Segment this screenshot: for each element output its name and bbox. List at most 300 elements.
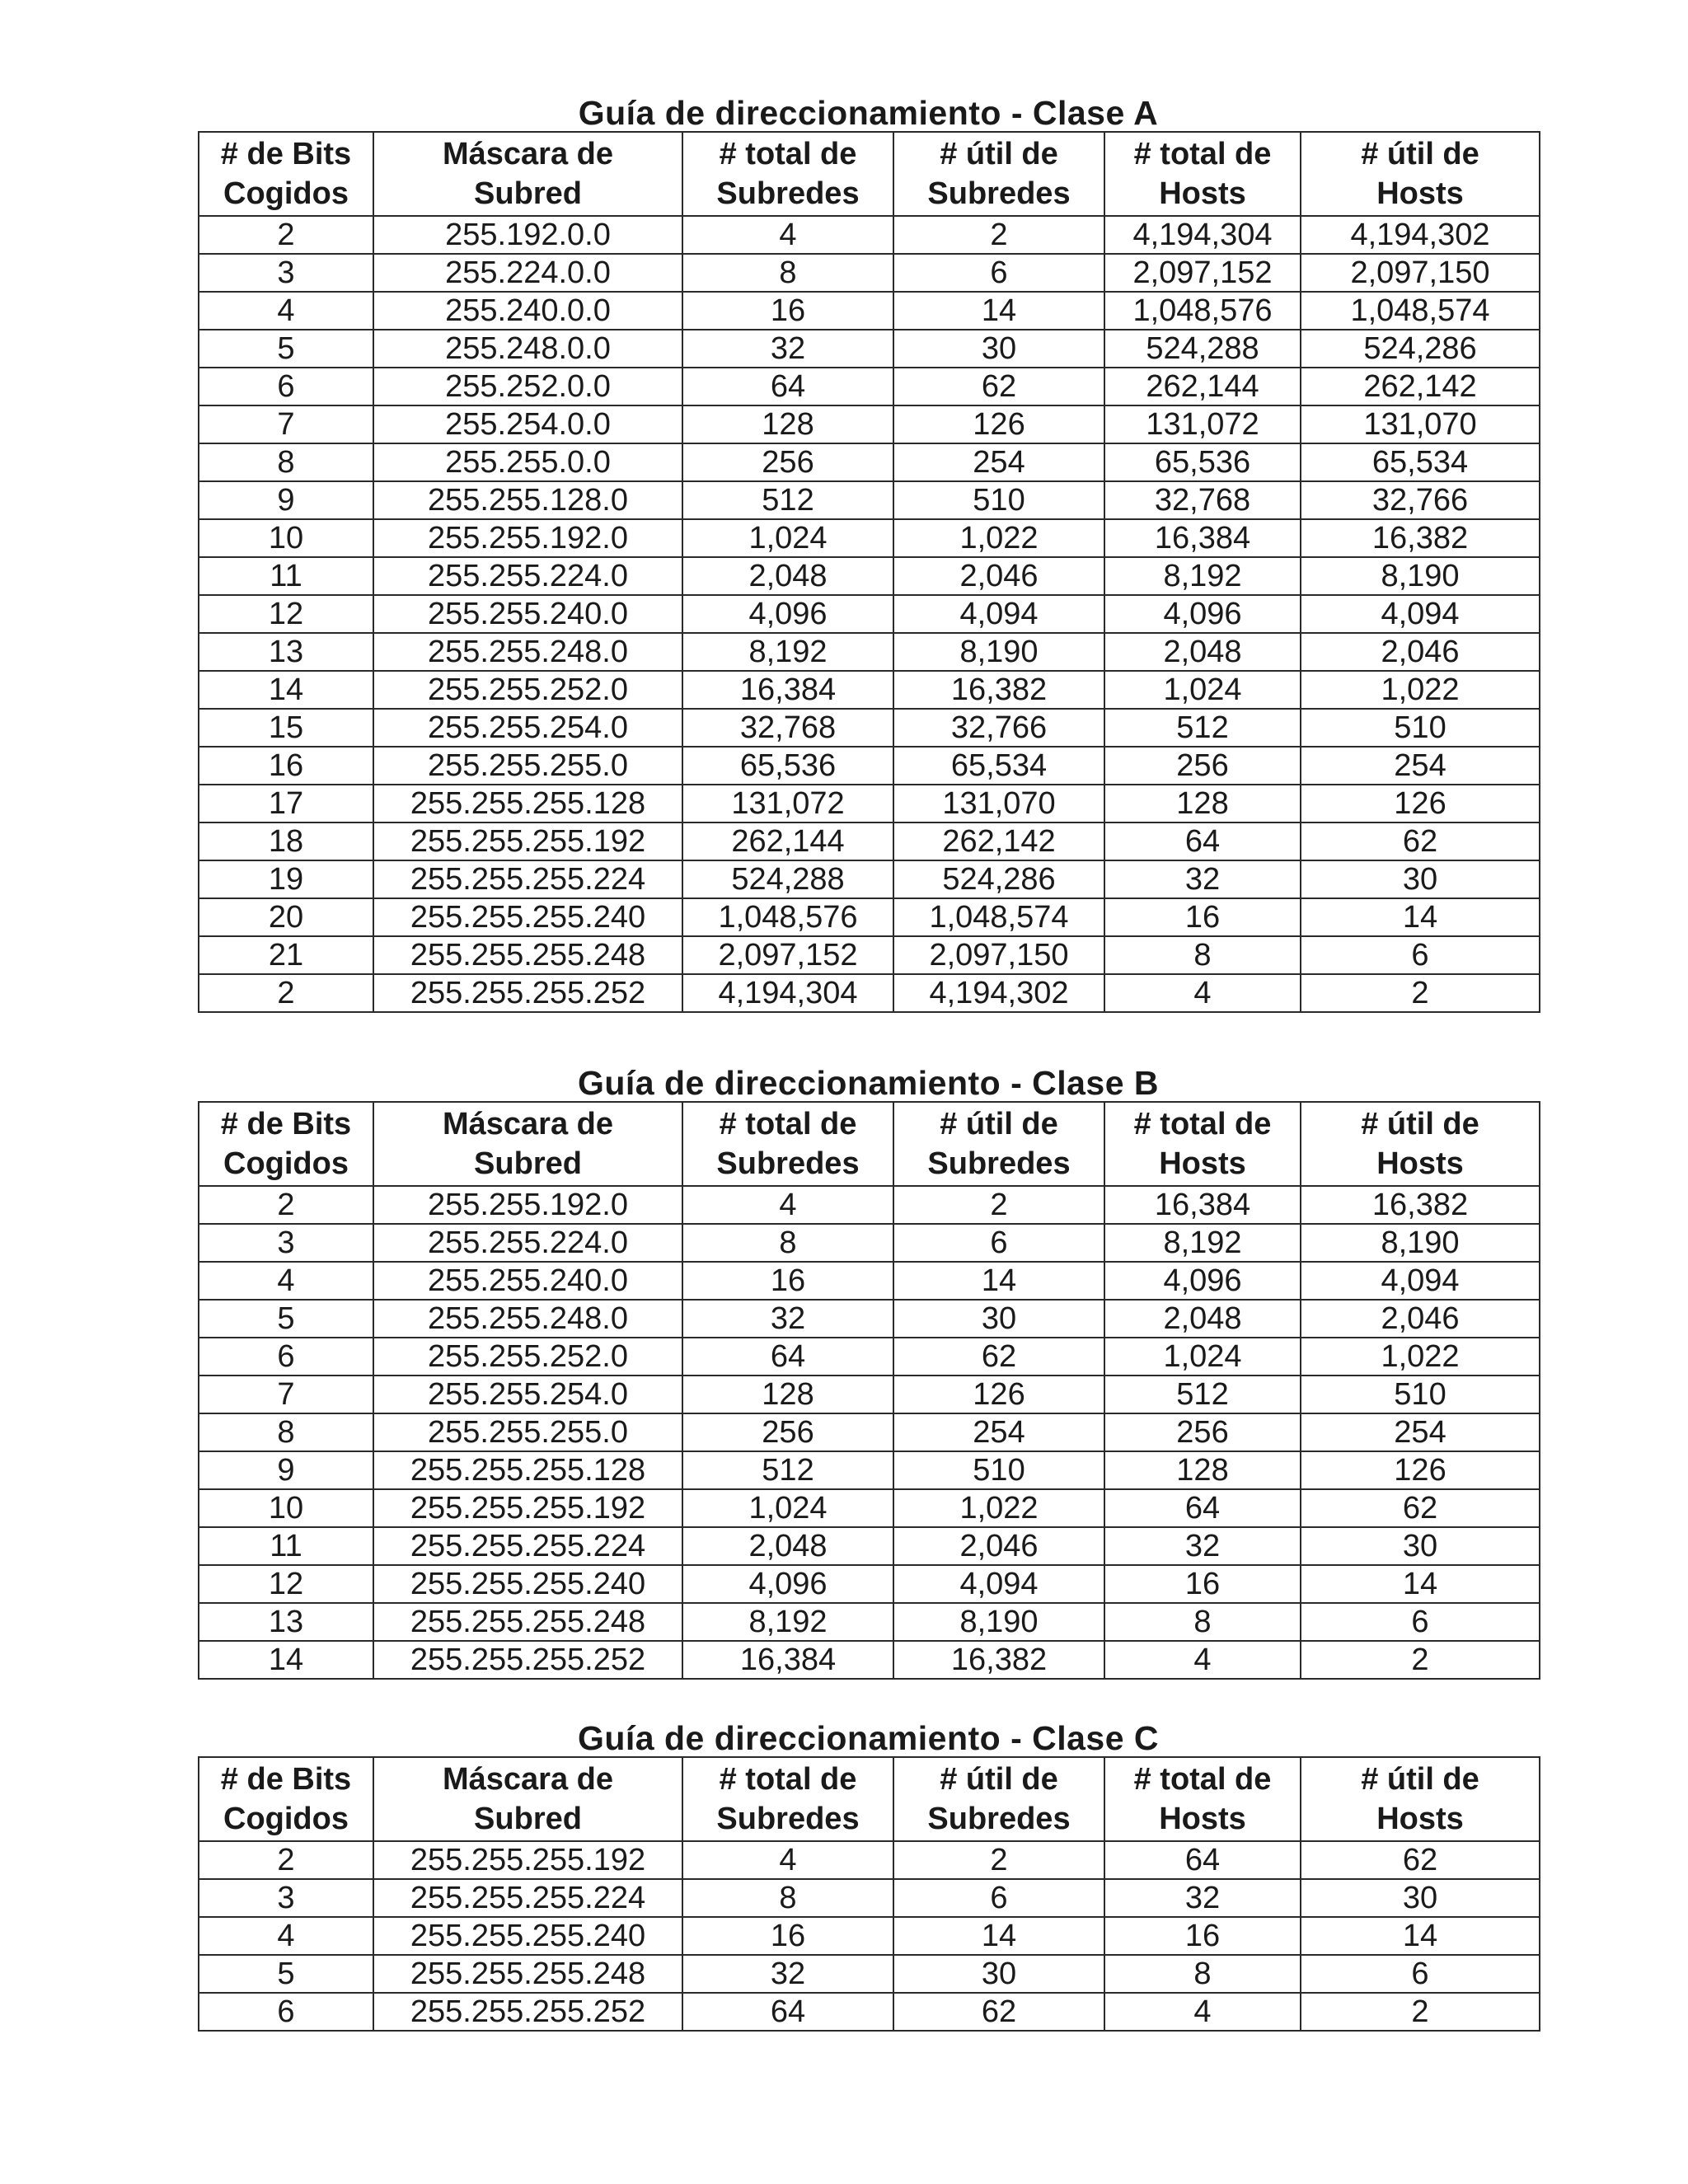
table-row bbox=[199, 1879, 1540, 1917]
total-hosts-cell: 8 bbox=[1104, 936, 1301, 974]
table-row bbox=[199, 785, 1540, 823]
usable-subnets-cell: 6 bbox=[893, 1879, 1104, 1917]
table-row bbox=[199, 481, 1540, 519]
total-hosts-cell: 512 bbox=[1104, 709, 1301, 747]
usable-hosts-cell: 1,022 bbox=[1301, 671, 1540, 709]
header-line: # de Bits bbox=[220, 1107, 352, 1141]
total-hosts-cell: 512 bbox=[1104, 1376, 1301, 1413]
table-row bbox=[199, 330, 1540, 368]
bits-cell: 5 bbox=[199, 330, 373, 368]
table-row bbox=[199, 1489, 1540, 1527]
total-hosts-cell: 2,048 bbox=[1104, 1300, 1301, 1338]
total-hosts-cell: 8 bbox=[1104, 1955, 1301, 1993]
mask-cell: 255.255.128.0 bbox=[373, 481, 682, 519]
table-row bbox=[199, 1917, 1540, 1955]
usable-subnets-cell: 16,382 bbox=[893, 671, 1104, 709]
total-subnets-cell: 4,194,304 bbox=[682, 974, 893, 1012]
table-row bbox=[199, 974, 1540, 1012]
usable-subnets-cell: 131,070 bbox=[893, 785, 1104, 823]
mask-cell: 255.255.255.192 bbox=[373, 1489, 682, 1527]
header-line: # útil de bbox=[940, 1107, 1058, 1141]
mask-cell: 255.255.224.0 bbox=[373, 557, 682, 595]
total-hosts-cell: 128 bbox=[1104, 1451, 1301, 1489]
total-hosts-cell: 16,384 bbox=[1104, 1186, 1301, 1224]
bits-cell: 10 bbox=[199, 1489, 373, 1527]
column-header-total-hosts bbox=[1104, 132, 1301, 216]
table-row bbox=[199, 216, 1540, 254]
mask-cell: 255.255.255.128 bbox=[373, 785, 682, 823]
total-subnets-cell: 4,096 bbox=[682, 1565, 893, 1603]
usable-hosts-cell: 2 bbox=[1301, 974, 1540, 1012]
usable-hosts-cell: 2,046 bbox=[1301, 1300, 1540, 1338]
usable-hosts-cell: 30 bbox=[1301, 1879, 1540, 1917]
mask-cell: 255.255.252.0 bbox=[373, 1338, 682, 1376]
total-hosts-cell: 32 bbox=[1104, 1879, 1301, 1917]
table-row bbox=[199, 1262, 1540, 1300]
bits-cell: 5 bbox=[199, 1955, 373, 1993]
usable-hosts-cell: 16,382 bbox=[1301, 519, 1540, 557]
usable-subnets-cell: 4,194,302 bbox=[893, 974, 1104, 1012]
bits-cell: 16 bbox=[199, 747, 373, 785]
usable-subnets-cell: 524,286 bbox=[893, 860, 1104, 898]
bits-cell: 13 bbox=[199, 633, 373, 671]
usable-subnets-cell: 1,022 bbox=[893, 1489, 1104, 1527]
column-header-bits bbox=[199, 132, 373, 216]
usable-hosts-cell: 62 bbox=[1301, 1841, 1540, 1879]
column-header-mask bbox=[373, 1102, 682, 1186]
bits-cell: 9 bbox=[199, 1451, 373, 1489]
class-c-title: Guía de direccionamiento - Clase C bbox=[577, 1719, 1160, 1757]
mask-cell: 255.255.255.0 bbox=[373, 1413, 682, 1451]
bits-cell: 7 bbox=[199, 405, 373, 443]
header-line: Hosts bbox=[1159, 1146, 1246, 1181]
column-header-total-subnets bbox=[682, 1102, 893, 1186]
mask-cell: 255.255.255.224 bbox=[373, 1879, 682, 1917]
class-c-table bbox=[198, 1756, 1540, 2032]
table-row bbox=[199, 936, 1540, 974]
header-line: Máscara de bbox=[442, 1107, 613, 1141]
bits-cell: 17 bbox=[199, 785, 373, 823]
table-row bbox=[199, 1338, 1540, 1376]
table-row bbox=[199, 1224, 1540, 1262]
usable-hosts-cell: 2 bbox=[1301, 1641, 1540, 1679]
usable-subnets-cell: 1,048,574 bbox=[893, 898, 1104, 936]
total-subnets-cell: 256 bbox=[682, 443, 893, 481]
bits-cell: 6 bbox=[199, 368, 373, 405]
mask-cell: 255.255.255.192 bbox=[373, 823, 682, 860]
column-header-usable-hosts bbox=[1301, 1102, 1540, 1186]
bits-cell: 10 bbox=[199, 519, 373, 557]
total-hosts-cell: 32 bbox=[1104, 1527, 1301, 1565]
usable-hosts-cell: 510 bbox=[1301, 1376, 1540, 1413]
total-subnets-cell: 64 bbox=[682, 1993, 893, 2031]
mask-cell: 255.255.192.0 bbox=[373, 519, 682, 557]
table-row bbox=[199, 633, 1540, 671]
usable-hosts-cell: 131,070 bbox=[1301, 405, 1540, 443]
header-line: # útil de bbox=[940, 1762, 1058, 1797]
column-header-bits bbox=[199, 1757, 373, 1841]
usable-subnets-cell: 262,142 bbox=[893, 823, 1104, 860]
usable-hosts-cell: 6 bbox=[1301, 1603, 1540, 1641]
header-line: Máscara de bbox=[442, 137, 613, 171]
table-row bbox=[199, 1376, 1540, 1413]
usable-subnets-cell: 62 bbox=[893, 1993, 1104, 2031]
usable-hosts-cell: 32,766 bbox=[1301, 481, 1540, 519]
usable-hosts-cell: 30 bbox=[1301, 860, 1540, 898]
table-row bbox=[199, 671, 1540, 709]
table-row bbox=[199, 443, 1540, 481]
usable-hosts-cell: 510 bbox=[1301, 709, 1540, 747]
total-hosts-cell: 1,048,576 bbox=[1104, 292, 1301, 330]
total-subnets-cell: 8 bbox=[682, 1879, 893, 1917]
bits-cell: 15 bbox=[199, 709, 373, 747]
mask-cell: 255.252.0.0 bbox=[373, 368, 682, 405]
table-row bbox=[199, 898, 1540, 936]
header-line: Subredes bbox=[716, 176, 860, 211]
mask-cell: 255.255.255.240 bbox=[373, 1565, 682, 1603]
bits-cell: 6 bbox=[199, 1338, 373, 1376]
usable-subnets-cell: 16,382 bbox=[893, 1641, 1104, 1679]
usable-subnets-cell: 30 bbox=[893, 330, 1104, 368]
bits-cell: 18 bbox=[199, 823, 373, 860]
bits-cell: 4 bbox=[199, 1917, 373, 1955]
bits-cell: 13 bbox=[199, 1603, 373, 1641]
total-subnets-cell: 8,192 bbox=[682, 1603, 893, 1641]
usable-hosts-cell: 126 bbox=[1301, 785, 1540, 823]
table-row bbox=[199, 405, 1540, 443]
usable-subnets-cell: 4,094 bbox=[893, 1565, 1104, 1603]
header-line: # total de bbox=[1133, 1762, 1272, 1797]
column-header-total-subnets bbox=[682, 132, 893, 216]
header-line: Subredes bbox=[716, 1146, 860, 1181]
table-row bbox=[199, 823, 1540, 860]
bits-cell: 3 bbox=[199, 1224, 373, 1262]
column-header-total-subnets bbox=[682, 1757, 893, 1841]
usable-hosts-cell: 4,194,302 bbox=[1301, 216, 1540, 254]
header-row bbox=[199, 132, 1540, 216]
mask-cell: 255.255.0.0 bbox=[373, 443, 682, 481]
usable-subnets-cell: 30 bbox=[893, 1955, 1104, 1993]
total-subnets-cell: 8,192 bbox=[682, 633, 893, 671]
bits-cell: 14 bbox=[199, 671, 373, 709]
usable-hosts-cell: 6 bbox=[1301, 936, 1540, 974]
usable-subnets-cell: 510 bbox=[893, 481, 1104, 519]
usable-hosts-cell: 262,142 bbox=[1301, 368, 1540, 405]
column-header-usable-hosts bbox=[1301, 132, 1540, 216]
total-hosts-cell: 4,194,304 bbox=[1104, 216, 1301, 254]
column-header-usable-hosts bbox=[1301, 1757, 1540, 1841]
usable-subnets-cell: 6 bbox=[893, 254, 1104, 292]
mask-cell: 255.255.254.0 bbox=[373, 1376, 682, 1413]
mask-cell: 255.255.255.252 bbox=[373, 1993, 682, 2031]
total-hosts-cell: 16 bbox=[1104, 1917, 1301, 1955]
class-a-title: Guía de direccionamiento - Clase A bbox=[578, 94, 1159, 132]
bits-cell: 2 bbox=[199, 1186, 373, 1224]
bits-cell: 5 bbox=[199, 1300, 373, 1338]
total-subnets-cell: 4,096 bbox=[682, 595, 893, 633]
total-subnets-cell: 1,024 bbox=[682, 519, 893, 557]
column-header-usable-subnets bbox=[893, 132, 1104, 216]
column-header-mask bbox=[373, 132, 682, 216]
bits-cell: 11 bbox=[199, 557, 373, 595]
header-line: Subredes bbox=[716, 1802, 860, 1836]
bits-cell: 9 bbox=[199, 481, 373, 519]
usable-hosts-cell: 6 bbox=[1301, 1955, 1540, 1993]
total-subnets-cell: 32 bbox=[682, 1955, 893, 1993]
usable-hosts-cell: 524,286 bbox=[1301, 330, 1540, 368]
header-line: Subred bbox=[474, 1802, 582, 1836]
usable-subnets-cell: 2,046 bbox=[893, 1527, 1104, 1565]
usable-subnets-cell: 62 bbox=[893, 1338, 1104, 1376]
bits-cell: 3 bbox=[199, 1879, 373, 1917]
total-subnets-cell: 16 bbox=[682, 292, 893, 330]
mask-cell: 255.255.240.0 bbox=[373, 1262, 682, 1300]
bits-cell: 8 bbox=[199, 443, 373, 481]
header-line: Subredes bbox=[927, 1802, 1071, 1836]
total-subnets-cell: 32,768 bbox=[682, 709, 893, 747]
total-subnets-cell: 512 bbox=[682, 481, 893, 519]
total-hosts-cell: 524,288 bbox=[1104, 330, 1301, 368]
column-header-bits bbox=[199, 1102, 373, 1186]
header-line: # de Bits bbox=[220, 1762, 352, 1797]
total-subnets-cell: 131,072 bbox=[682, 785, 893, 823]
usable-subnets-cell: 4,094 bbox=[893, 595, 1104, 633]
table-row bbox=[199, 1603, 1540, 1641]
total-subnets-cell: 128 bbox=[682, 1376, 893, 1413]
total-hosts-cell: 2,097,152 bbox=[1104, 254, 1301, 292]
header-line: Hosts bbox=[1159, 176, 1246, 211]
usable-subnets-cell: 14 bbox=[893, 1262, 1104, 1300]
class-b-title: Guía de direccionamiento - Clase B bbox=[577, 1064, 1160, 1102]
total-subnets-cell: 4 bbox=[682, 216, 893, 254]
mask-cell: 255.255.248.0 bbox=[373, 1300, 682, 1338]
total-hosts-cell: 256 bbox=[1104, 1413, 1301, 1451]
total-hosts-cell: 4 bbox=[1104, 1641, 1301, 1679]
mask-cell: 255.255.255.252 bbox=[373, 1641, 682, 1679]
total-hosts-cell: 2,048 bbox=[1104, 633, 1301, 671]
total-hosts-cell: 128 bbox=[1104, 785, 1301, 823]
bits-cell: 12 bbox=[199, 1565, 373, 1603]
usable-hosts-cell: 254 bbox=[1301, 747, 1540, 785]
mask-cell: 255.240.0.0 bbox=[373, 292, 682, 330]
header-line: # de Bits bbox=[220, 137, 352, 171]
usable-subnets-cell: 30 bbox=[893, 1300, 1104, 1338]
total-hosts-cell: 32 bbox=[1104, 860, 1301, 898]
mask-cell: 255.255.255.252 bbox=[373, 974, 682, 1012]
table-row bbox=[199, 368, 1540, 405]
total-hosts-cell: 4,096 bbox=[1104, 1262, 1301, 1300]
mask-cell: 255.255.248.0 bbox=[373, 633, 682, 671]
header-line: # útil de bbox=[1361, 1762, 1479, 1797]
total-subnets-cell: 262,144 bbox=[682, 823, 893, 860]
total-hosts-cell: 131,072 bbox=[1104, 405, 1301, 443]
mask-cell: 255.255.255.248 bbox=[373, 936, 682, 974]
header-line: Máscara de bbox=[442, 1762, 613, 1797]
total-subnets-cell: 8 bbox=[682, 254, 893, 292]
total-subnets-cell: 16 bbox=[682, 1917, 893, 1955]
header-line: Subredes bbox=[927, 176, 1071, 211]
table-row bbox=[199, 1641, 1540, 1679]
class-b-table bbox=[198, 1101, 1540, 1680]
total-subnets-cell: 2,048 bbox=[682, 557, 893, 595]
mask-cell: 255.254.0.0 bbox=[373, 405, 682, 443]
table-row bbox=[199, 595, 1540, 633]
mask-cell: 255.255.255.224 bbox=[373, 1527, 682, 1565]
bits-cell: 14 bbox=[199, 1641, 373, 1679]
usable-hosts-cell: 254 bbox=[1301, 1413, 1540, 1451]
usable-hosts-cell: 4,094 bbox=[1301, 595, 1540, 633]
usable-subnets-cell: 2 bbox=[893, 1841, 1104, 1879]
usable-subnets-cell: 62 bbox=[893, 368, 1104, 405]
total-subnets-cell: 2,097,152 bbox=[682, 936, 893, 974]
total-subnets-cell: 32 bbox=[682, 1300, 893, 1338]
total-subnets-cell: 1,048,576 bbox=[682, 898, 893, 936]
table-row bbox=[199, 1527, 1540, 1565]
column-header-usable-subnets bbox=[893, 1102, 1104, 1186]
bits-cell: 20 bbox=[199, 898, 373, 936]
mask-cell: 255.255.255.0 bbox=[373, 747, 682, 785]
mask-cell: 255.255.255.128 bbox=[373, 1451, 682, 1489]
table-row bbox=[199, 1300, 1540, 1338]
table-row bbox=[199, 1186, 1540, 1224]
usable-hosts-cell: 8,190 bbox=[1301, 557, 1540, 595]
mask-cell: 255.255.254.0 bbox=[373, 709, 682, 747]
usable-hosts-cell: 16,382 bbox=[1301, 1186, 1540, 1224]
table-row bbox=[199, 254, 1540, 292]
bits-cell: 7 bbox=[199, 1376, 373, 1413]
usable-subnets-cell: 254 bbox=[893, 1413, 1104, 1451]
total-hosts-cell: 4 bbox=[1104, 974, 1301, 1012]
total-hosts-cell: 65,536 bbox=[1104, 443, 1301, 481]
total-hosts-cell: 8,192 bbox=[1104, 557, 1301, 595]
total-hosts-cell: 16 bbox=[1104, 1565, 1301, 1603]
mask-cell: 255.255.255.224 bbox=[373, 860, 682, 898]
bits-cell: 6 bbox=[199, 1993, 373, 2031]
header-line: Hosts bbox=[1376, 1802, 1464, 1836]
total-hosts-cell: 64 bbox=[1104, 1489, 1301, 1527]
header-line: # útil de bbox=[1361, 137, 1479, 171]
column-header-total-hosts bbox=[1104, 1102, 1301, 1186]
total-hosts-cell: 4,096 bbox=[1104, 595, 1301, 633]
bits-cell: 4 bbox=[199, 1262, 373, 1300]
total-subnets-cell: 4 bbox=[682, 1186, 893, 1224]
usable-subnets-cell: 126 bbox=[893, 405, 1104, 443]
mask-cell: 255.255.255.240 bbox=[373, 898, 682, 936]
usable-subnets-cell: 126 bbox=[893, 1376, 1104, 1413]
usable-hosts-cell: 62 bbox=[1301, 823, 1540, 860]
usable-hosts-cell: 14 bbox=[1301, 898, 1540, 936]
usable-subnets-cell: 2 bbox=[893, 216, 1104, 254]
header-line: Cogidos bbox=[223, 1802, 349, 1836]
bits-cell: 2 bbox=[199, 216, 373, 254]
header-line: # total de bbox=[719, 1762, 857, 1797]
total-subnets-cell: 8 bbox=[682, 1224, 893, 1262]
bits-cell: 4 bbox=[199, 292, 373, 330]
header-line: Subredes bbox=[927, 1146, 1071, 1181]
total-hosts-cell: 16 bbox=[1104, 898, 1301, 936]
mask-cell: 255.255.255.192 bbox=[373, 1841, 682, 1879]
usable-subnets-cell: 2 bbox=[893, 1186, 1104, 1224]
table-row bbox=[199, 1993, 1540, 2031]
table-row bbox=[199, 1955, 1540, 1993]
header-line: Subred bbox=[474, 176, 582, 211]
total-hosts-cell: 64 bbox=[1104, 1841, 1301, 1879]
class-a-table bbox=[198, 131, 1540, 1013]
total-subnets-cell: 256 bbox=[682, 1413, 893, 1451]
usable-hosts-cell: 2 bbox=[1301, 1993, 1540, 2031]
total-subnets-cell: 65,536 bbox=[682, 747, 893, 785]
table-row bbox=[199, 557, 1540, 595]
usable-hosts-cell: 62 bbox=[1301, 1489, 1540, 1527]
total-subnets-cell: 128 bbox=[682, 405, 893, 443]
mask-cell: 255.255.252.0 bbox=[373, 671, 682, 709]
usable-subnets-cell: 32,766 bbox=[893, 709, 1104, 747]
table-row bbox=[199, 1565, 1540, 1603]
mask-cell: 255.224.0.0 bbox=[373, 254, 682, 292]
header-line: Cogidos bbox=[223, 1146, 349, 1181]
total-subnets-cell: 32 bbox=[682, 330, 893, 368]
header-line: # total de bbox=[719, 1107, 857, 1141]
bits-cell: 2 bbox=[199, 1841, 373, 1879]
total-subnets-cell: 64 bbox=[682, 368, 893, 405]
header-line: # útil de bbox=[940, 137, 1058, 171]
total-subnets-cell: 4 bbox=[682, 1841, 893, 1879]
table-row bbox=[199, 1451, 1540, 1489]
usable-hosts-cell: 1,022 bbox=[1301, 1338, 1540, 1376]
usable-subnets-cell: 14 bbox=[893, 1917, 1104, 1955]
usable-subnets-cell: 2,046 bbox=[893, 557, 1104, 595]
mask-cell: 255.255.240.0 bbox=[373, 595, 682, 633]
total-subnets-cell: 16,384 bbox=[682, 1641, 893, 1679]
total-subnets-cell: 64 bbox=[682, 1338, 893, 1376]
header-row bbox=[199, 1757, 1540, 1841]
usable-hosts-cell: 2,046 bbox=[1301, 633, 1540, 671]
header-line: Hosts bbox=[1376, 176, 1464, 211]
total-hosts-cell: 1,024 bbox=[1104, 1338, 1301, 1376]
header-line: # total de bbox=[1133, 1107, 1272, 1141]
total-hosts-cell: 4 bbox=[1104, 1993, 1301, 2031]
table-row bbox=[199, 519, 1540, 557]
total-hosts-cell: 8 bbox=[1104, 1603, 1301, 1641]
usable-subnets-cell: 2,097,150 bbox=[893, 936, 1104, 974]
usable-subnets-cell: 1,022 bbox=[893, 519, 1104, 557]
usable-hosts-cell: 14 bbox=[1301, 1917, 1540, 1955]
usable-hosts-cell: 8,190 bbox=[1301, 1224, 1540, 1262]
total-hosts-cell: 64 bbox=[1104, 823, 1301, 860]
usable-subnets-cell: 254 bbox=[893, 443, 1104, 481]
bits-cell: 8 bbox=[199, 1413, 373, 1451]
usable-subnets-cell: 8,190 bbox=[893, 1603, 1104, 1641]
table-row bbox=[199, 709, 1540, 747]
table-row bbox=[199, 860, 1540, 898]
usable-hosts-cell: 14 bbox=[1301, 1565, 1540, 1603]
mask-cell: 255.255.224.0 bbox=[373, 1224, 682, 1262]
total-subnets-cell: 512 bbox=[682, 1451, 893, 1489]
header-line: Hosts bbox=[1159, 1802, 1246, 1836]
header-line: # total de bbox=[1133, 137, 1272, 171]
usable-subnets-cell: 6 bbox=[893, 1224, 1104, 1262]
usable-hosts-cell: 65,534 bbox=[1301, 443, 1540, 481]
column-header-usable-subnets bbox=[893, 1757, 1104, 1841]
table-row bbox=[199, 1413, 1540, 1451]
usable-hosts-cell: 126 bbox=[1301, 1451, 1540, 1489]
total-hosts-cell: 32,768 bbox=[1104, 481, 1301, 519]
total-hosts-cell: 262,144 bbox=[1104, 368, 1301, 405]
total-subnets-cell: 1,024 bbox=[682, 1489, 893, 1527]
usable-subnets-cell: 65,534 bbox=[893, 747, 1104, 785]
usable-subnets-cell: 14 bbox=[893, 292, 1104, 330]
usable-subnets-cell: 8,190 bbox=[893, 633, 1104, 671]
